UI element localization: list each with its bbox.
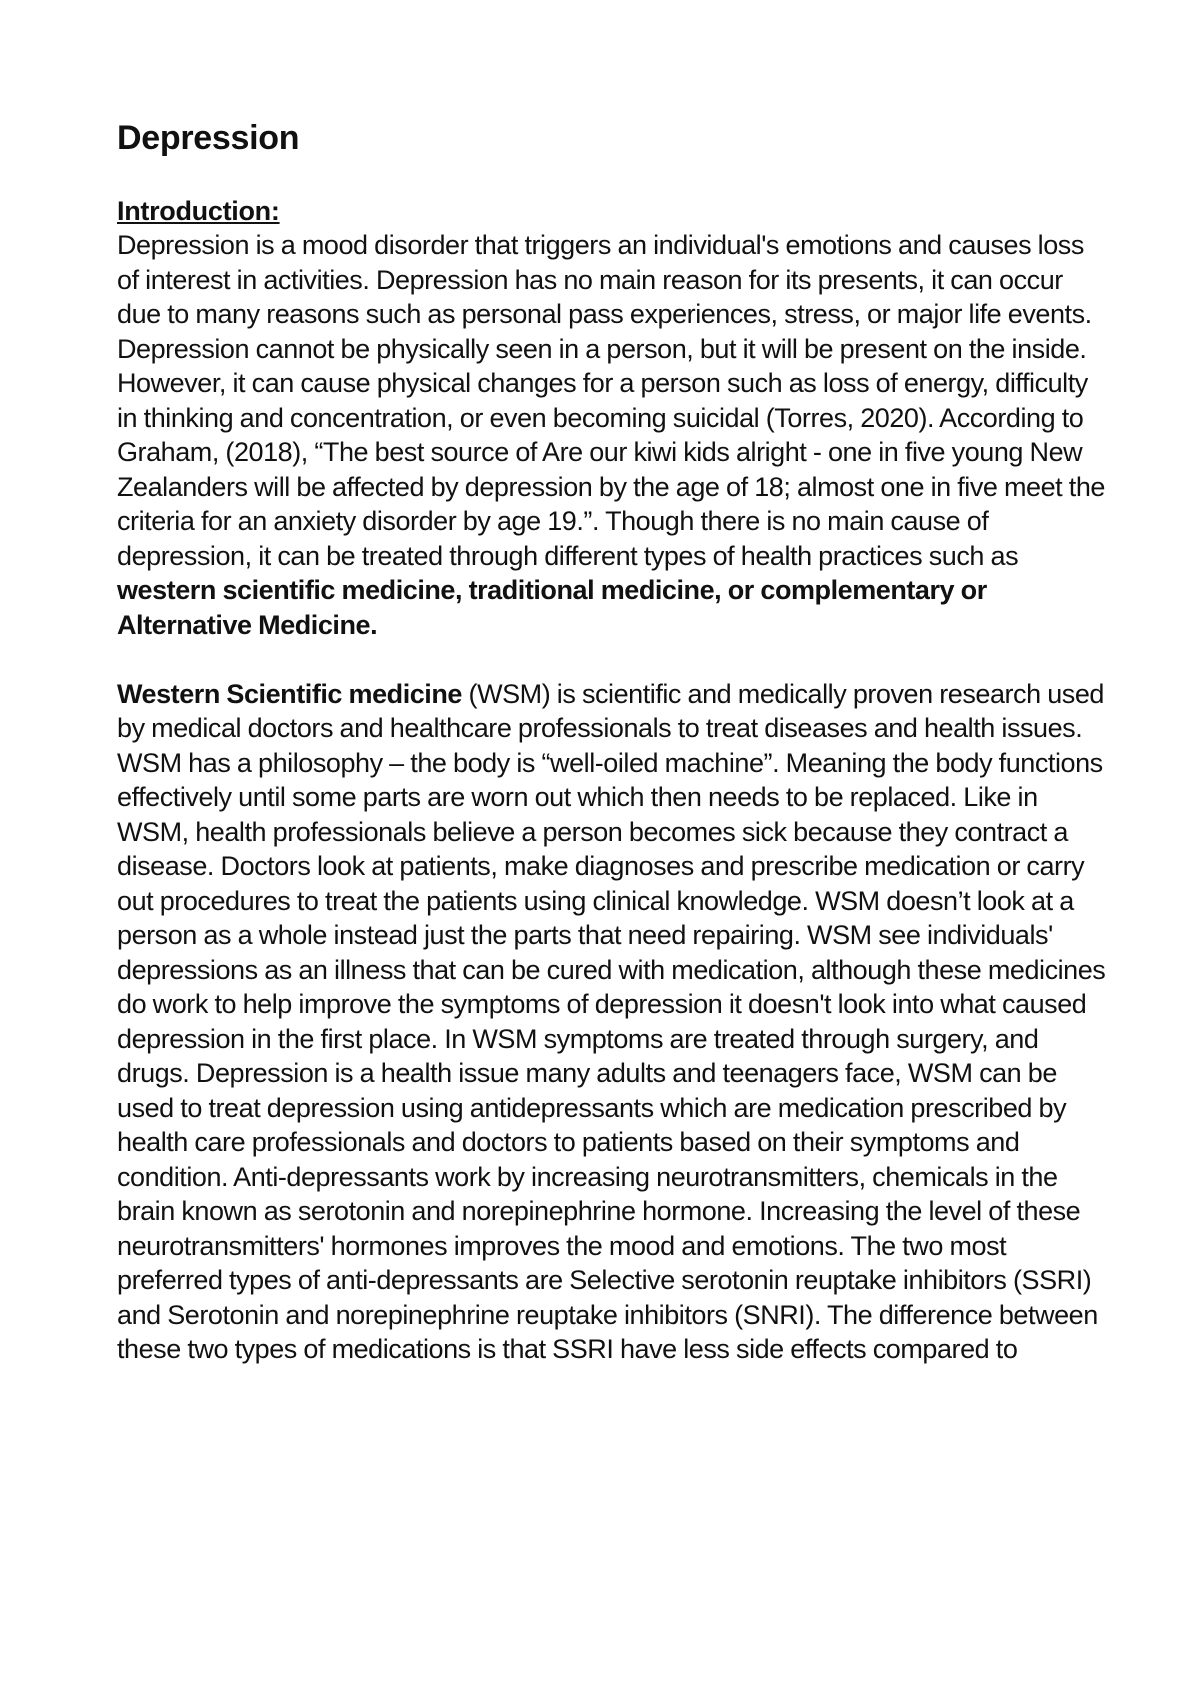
wsm-text: (WSM) is scientific and medically proven research used by medical doctors and healthcare professionals to treat diseases and health issues. WSM has a philosophy – the body is “well-oiled machine”. Meaning the body functions effectively until some parts are worn out which then needs to be replaced. Like in WSM, health professionals believe a person becomes sick because they contract a disease. Doctors look at patients, make diagnoses and prescribe medication or carry out procedures to treat the patients using clinical knowledge. WSM doesn’t look at a person as a whole instead just the parts that need repairing. WSM see individuals' depressions as an illness that can be cured with medication, although these medicines do work to help improve the symptoms of depression it doesn't look into what caused depression in the first place. In WSM symptoms are treated through surgery, and drugs. Depression is a health issue many adults and teenagers face, WSM can be used to treat depression using antidepressants which are medication prescribed by health care professionals and doctors to patients based on their symptoms and condition. Anti-depressants work by increasing neurotransmitters, chemicals in the brain known as serotonin and norepinephrine hormone. Increasing the level of these neurotransmitters' hormones improves the mood and emotions. The two most preferred types of anti-depressants are Selective serotonin reuptake inhibitors (SSRI) and Serotonin and norepinephrine reuptake inhibitors (SNRI). The difference between these two types of medications is that SSRI have less side effects compared to [117, 678, 1106, 1364]
intro-heading: Introduction: [117, 196, 280, 226]
intro-text: Depression is a mood disorder that triggers an individual's emotions and causes loss of interest in activities. Depression has no main reason for its presents, it can occur due to many reasons such as personal pass experiences, stress, or major life events. Depression cannot be physically seen in a person, but it will be present on the inside. However, it can cause physical changes for a person such as loss of energy, difficulty in thinking and concentration, or even becoming suicidal (Torres, 2020). According to Graham, (2018), “The best source of Are our kiwi kids alright - one in five young New Zealanders will be affected by depression by the age of 18; almost one in five meet the criteria for an anxiety disorder by age 19.”. Though there is no main cause of depression, it can be treated through different types of health practices such as [117, 230, 1105, 571]
wsm-bold-term: Western Scientific medicine [117, 678, 462, 709]
intro-bold-text: western scientific medicine, traditional medicine, or complementary or Alternative Medicine. [117, 575, 987, 640]
document-page [117, 112, 1107, 1367]
document-title: Depression [117, 119, 300, 157]
intro-paragraph [117, 228, 1107, 642]
wsm-paragraph [117, 677, 1107, 1367]
